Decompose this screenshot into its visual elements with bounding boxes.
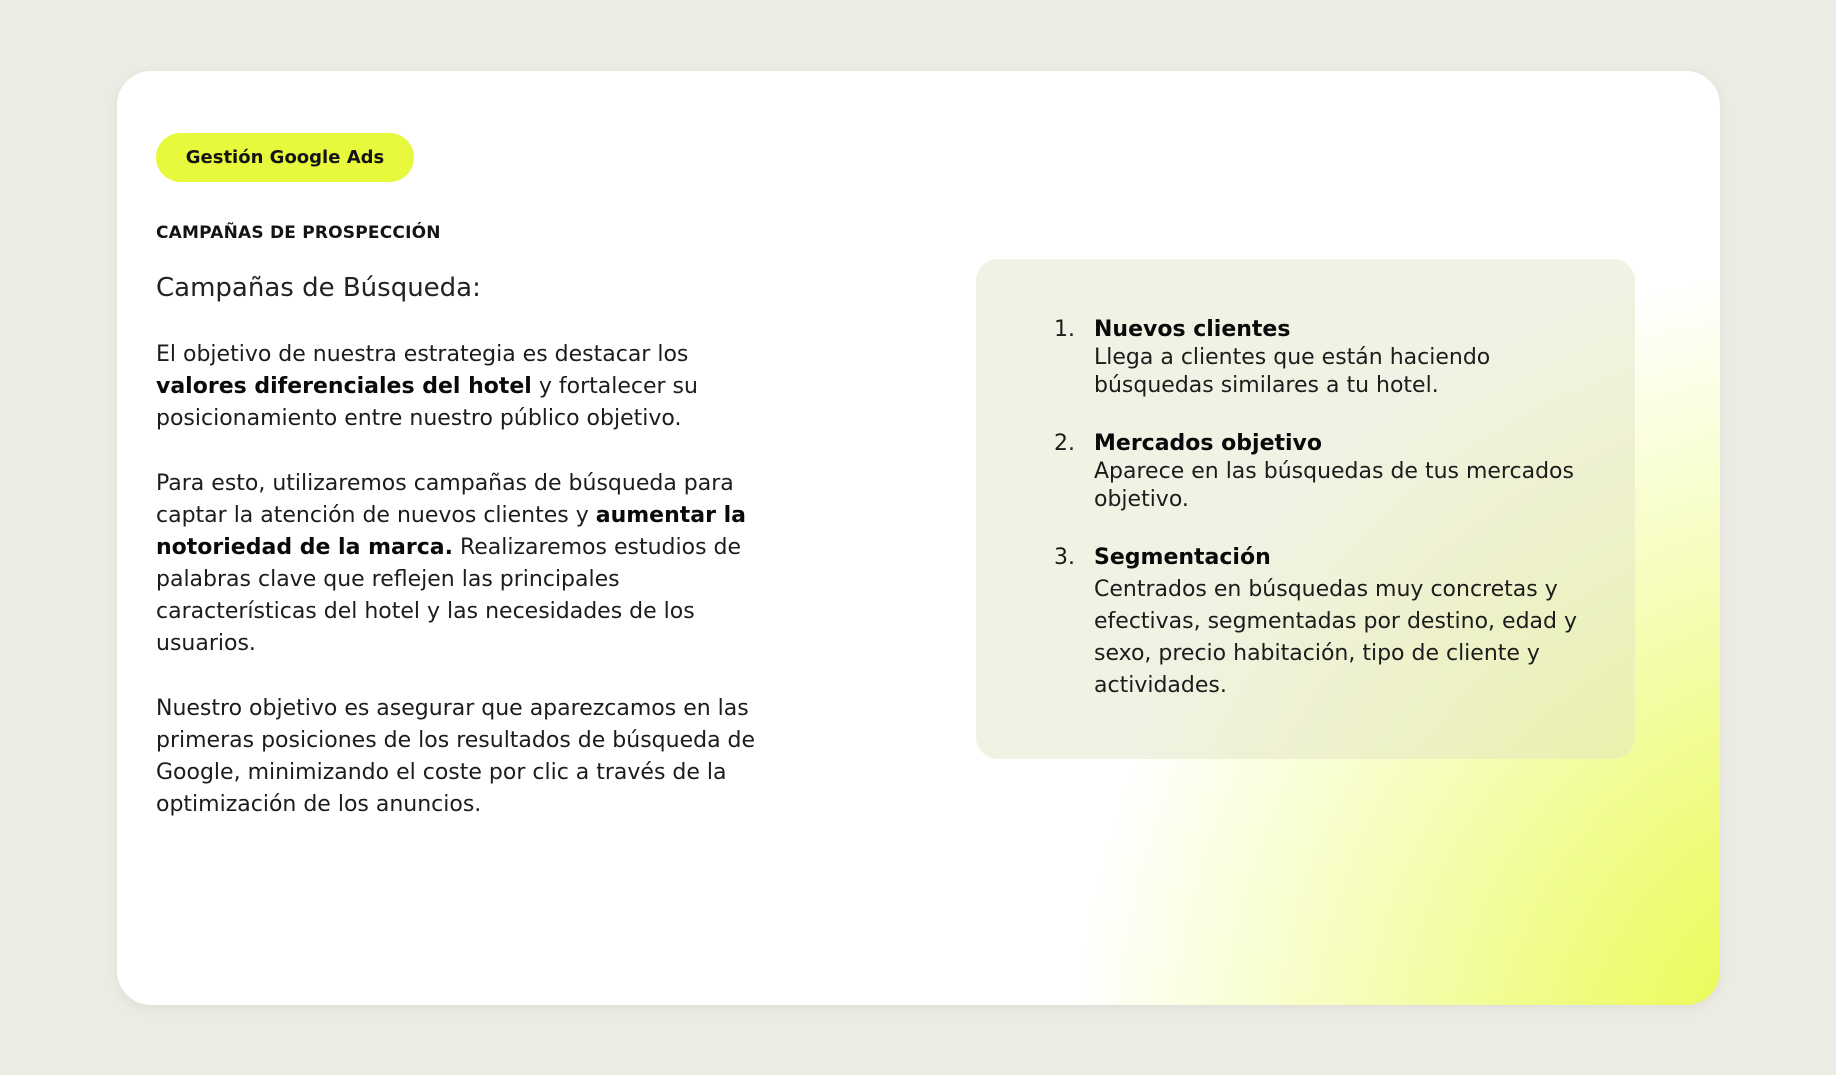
subheading: Campañas de Búsqueda: <box>156 273 481 303</box>
section-label: CAMPAÑAS DE PROSPECCIÓN <box>156 223 441 243</box>
paragraph-bold: valores diferenciales del hotel <box>156 374 532 399</box>
info-panel <box>976 259 1635 759</box>
tag-label: Gestión Google Ads <box>185 147 385 168</box>
paragraph-text: El objetivo de nuestra estrategia es destacar los <box>156 342 689 367</box>
paragraph-strategy <box>156 468 756 660</box>
list-item-title: Mercados objetivo <box>1094 431 1323 456</box>
list-item <box>976 430 1635 514</box>
list-item-title: Nuevos clientes <box>1094 317 1291 342</box>
list-item-number: 1. <box>1054 317 1075 342</box>
slide-card <box>117 71 1720 1005</box>
numbered-list <box>976 316 1635 732</box>
list-item-number: 2. <box>1054 431 1075 456</box>
list-item-description: Llega a clientes que están haciendo búsquedas similares a tu hotel. <box>1094 345 1491 398</box>
list-item-description: Aparece en las búsquedas de tus mercados objetivo. <box>1094 459 1574 512</box>
paragraph-text: Realizaremos estudios de palabras clave que reflejen las principales características del hotel y las necesidades de los usuarios. <box>156 535 742 656</box>
tag-pill <box>156 133 414 182</box>
paragraph-text: y fortalecer su posicionamiento entre nuestro público objetivo. <box>156 374 698 431</box>
list-item-body <box>1094 316 1594 400</box>
list-item-description: Centrados en búsquedas muy concretas y efectivas, segmentadas por destino, edad y sexo, precio habitación, tipo de cliente y actividades. <box>1094 577 1577 698</box>
list-item-body <box>1094 544 1594 702</box>
list-item <box>976 316 1635 400</box>
list-item <box>976 544 1635 702</box>
paragraph-text: Para esto, utilizaremos campañas de búsqueda para captar la atención de nuevos clientes y <box>156 471 734 528</box>
list-item-number: 3. <box>1054 545 1075 570</box>
paragraph-objective <box>156 339 756 435</box>
list-item-title: Segmentación <box>1094 545 1271 570</box>
paragraph-goal: Nuestro objetivo es asegurar que aparezcamos en las primeras posiciones de los resultados de búsqueda de Google, minimizando el coste por clic a través de la optimización de los anuncios. <box>156 696 756 817</box>
paragraph-bold: aumentar la notoriedad de la marca. <box>156 503 747 560</box>
list-item-body <box>1094 430 1594 514</box>
